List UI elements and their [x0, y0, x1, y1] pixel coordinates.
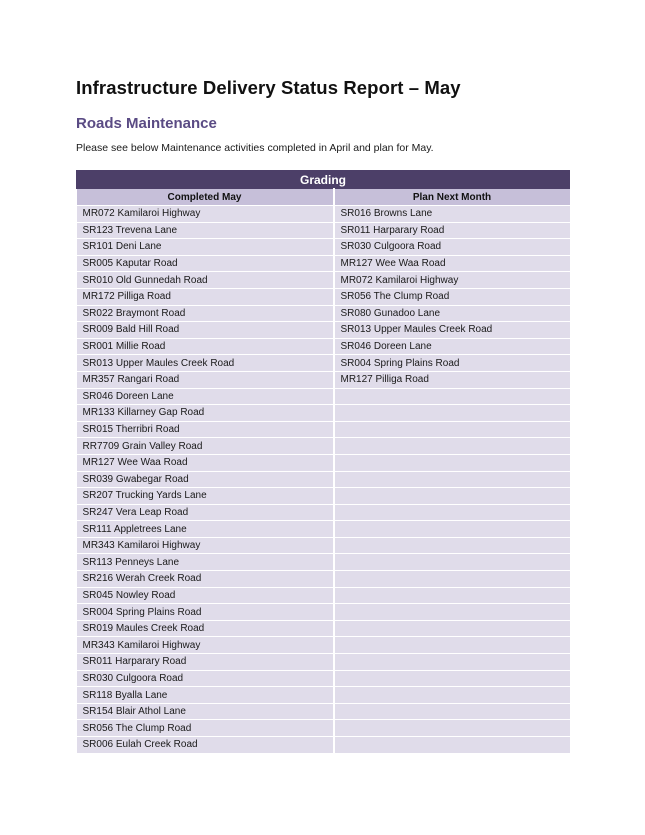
completed-road-cell: SR013 Upper Maules Creek Road: [77, 355, 334, 372]
table-row: [77, 405, 570, 422]
table-row: [77, 471, 570, 488]
completed-road-cell: RR7709 Grain Valley Road: [77, 438, 334, 455]
planned-road-cell: MR127 Wee Waa Road: [334, 255, 570, 272]
table-row: [77, 272, 570, 289]
table-row: [77, 222, 570, 239]
grading-table-body: [77, 206, 570, 753]
planned-road-cell: [334, 471, 570, 488]
completed-road-cell: SR010 Old Gunnedah Road: [77, 272, 334, 289]
planned-road-cell: [334, 521, 570, 538]
planned-road-cell: SR056 The Clump Road: [334, 288, 570, 305]
completed-road-cell: MR127 Wee Waa Road: [77, 454, 334, 471]
table-row: [77, 687, 570, 704]
planned-road-cell: [334, 405, 570, 422]
completed-road-cell: MR357 Rangari Road: [77, 371, 334, 388]
planned-road-cell: [334, 488, 570, 505]
planned-road-cell: [334, 670, 570, 687]
completed-road-cell: SR015 Therribri Road: [77, 421, 334, 438]
column-header-completed: Completed May: [77, 189, 334, 206]
table-row: [77, 305, 570, 322]
completed-road-cell: SR118 Byalla Lane: [77, 687, 334, 704]
completed-road-cell: SR113 Penneys Lane: [77, 554, 334, 571]
planned-road-cell: SR004 Spring Plains Road: [334, 355, 570, 372]
planned-road-cell: [334, 421, 570, 438]
completed-road-cell: MR343 Kamilaroi Highway: [77, 537, 334, 554]
planned-road-cell: SR046 Doreen Lane: [334, 338, 570, 355]
planned-road-cell: SR011 Harparary Road: [334, 222, 570, 239]
table-row: [77, 288, 570, 305]
table-row: [77, 720, 570, 737]
table-row: [77, 206, 570, 223]
completed-road-cell: SR030 Culgoora Road: [77, 670, 334, 687]
table-row: [77, 571, 570, 588]
planned-road-cell: [334, 504, 570, 521]
table-row: [77, 355, 570, 372]
completed-road-cell: MR343 Kamilaroi Highway: [77, 637, 334, 654]
table-row: [77, 521, 570, 538]
completed-road-cell: SR216 Werah Creek Road: [77, 571, 334, 588]
completed-road-cell: SR009 Bald Hill Road: [77, 322, 334, 339]
planned-road-cell: [334, 554, 570, 571]
table-row: [77, 255, 570, 272]
table-row: [77, 604, 570, 621]
completed-road-cell: MR072 Kamilaroi Highway: [77, 206, 334, 223]
planned-road-cell: [334, 537, 570, 554]
planned-road-cell: [334, 454, 570, 471]
completed-road-cell: SR004 Spring Plains Road: [77, 604, 334, 621]
planned-road-cell: [334, 703, 570, 720]
completed-road-cell: SR111 Appletrees Lane: [77, 521, 334, 538]
completed-road-cell: SR006 Eulah Creek Road: [77, 737, 334, 753]
completed-road-cell: SR056 The Clump Road: [77, 720, 334, 737]
table-row: [77, 554, 570, 571]
planned-road-cell: [334, 737, 570, 753]
table-row: [77, 637, 570, 654]
planned-road-cell: [334, 438, 570, 455]
completed-road-cell: MR133 Killarney Gap Road: [77, 405, 334, 422]
report-title: Infrastructure Delivery Status Report – May: [76, 77, 461, 98]
completed-road-cell: SR045 Nowley Road: [77, 587, 334, 604]
grading-table: [76, 170, 570, 753]
completed-road-cell: SR001 Millie Road: [77, 338, 334, 355]
table-row: [77, 654, 570, 671]
completed-road-cell: MR172 Pilliga Road: [77, 288, 334, 305]
column-header-plan: Plan Next Month: [334, 189, 570, 206]
planned-road-cell: [334, 720, 570, 737]
planned-road-cell: SR080 Gunadoo Lane: [334, 305, 570, 322]
table-row: [77, 239, 570, 256]
planned-road-cell: SR016 Browns Lane: [334, 206, 570, 223]
planned-road-cell: [334, 687, 570, 704]
table-row: [77, 454, 570, 471]
planned-road-cell: [334, 388, 570, 405]
table-row: [77, 338, 570, 355]
section-heading: Roads Maintenance: [76, 115, 217, 132]
planned-road-cell: MR072 Kamilaroi Highway: [334, 272, 570, 289]
table-row: [77, 488, 570, 505]
table-row: [77, 438, 570, 455]
completed-road-cell: SR011 Harparary Road: [77, 654, 334, 671]
completed-road-cell: SR022 Braymont Road: [77, 305, 334, 322]
table-row: [77, 620, 570, 637]
table-row: [77, 587, 570, 604]
completed-road-cell: SR101 Deni Lane: [77, 239, 334, 256]
completed-road-cell: SR046 Doreen Lane: [77, 388, 334, 405]
planned-road-cell: [334, 587, 570, 604]
planned-road-cell: MR127 Pilliga Road: [334, 371, 570, 388]
planned-road-cell: [334, 654, 570, 671]
completed-road-cell: SR005 Kaputar Road: [77, 255, 334, 272]
table-row: [77, 504, 570, 521]
planned-road-cell: [334, 571, 570, 588]
table-row: [77, 537, 570, 554]
completed-road-cell: SR247 Vera Leap Road: [77, 504, 334, 521]
planned-road-cell: [334, 637, 570, 654]
table-row: [77, 703, 570, 720]
completed-road-cell: SR039 Gwabegar Road: [77, 471, 334, 488]
completed-road-cell: SR123 Trevena Lane: [77, 222, 334, 239]
table-row: [77, 388, 570, 405]
table-row: [77, 421, 570, 438]
planned-road-cell: SR013 Upper Maules Creek Road: [334, 322, 570, 339]
intro-paragraph: Please see below Maintenance activities completed in April and plan for May.: [76, 142, 434, 154]
grading-table-title: Grading: [77, 171, 570, 189]
table-row: [77, 737, 570, 753]
completed-road-cell: SR207 Trucking Yards Lane: [77, 488, 334, 505]
table-row: [77, 670, 570, 687]
completed-road-cell: SR154 Blair Athol Lane: [77, 703, 334, 720]
completed-road-cell: SR019 Maules Creek Road: [77, 620, 334, 637]
table-row: [77, 371, 570, 388]
planned-road-cell: [334, 620, 570, 637]
table-row: [77, 322, 570, 339]
planned-road-cell: SR030 Culgoora Road: [334, 239, 570, 256]
planned-road-cell: [334, 604, 570, 621]
